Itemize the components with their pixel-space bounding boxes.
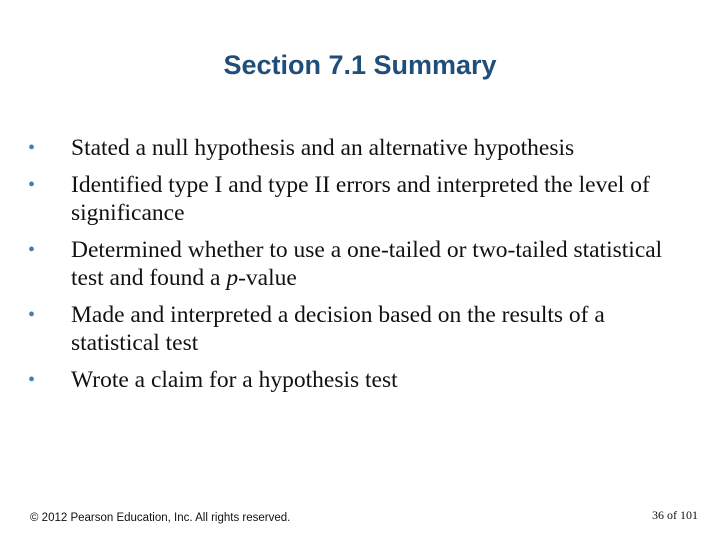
- bullet-item: [28, 366, 688, 394]
- bullet-icon: •: [28, 304, 36, 326]
- bullet-icon: •: [28, 174, 36, 196]
- slide-title: Section 7.1 Summary: [223, 50, 497, 80]
- bullet-text: Made and interpreted a decision based on the results of a statistical test: [71, 302, 605, 356]
- copyright-notice: © 2012 Pearson Education, Inc. All rights reserved.: [30, 512, 291, 524]
- bullet-icon: •: [28, 369, 36, 391]
- bullet-item: [28, 236, 688, 292]
- bullet-item: [28, 171, 688, 227]
- bullet-text: [71, 237, 662, 291]
- page-number: 36 of 101: [652, 508, 698, 522]
- p-variable: p: [226, 265, 239, 291]
- bullet-icon: •: [28, 239, 36, 261]
- bullet-text-part: Determined whether to use a one-tailed or two-tailed statistical test and found a: [71, 237, 663, 291]
- bullet-item: [28, 134, 688, 162]
- bullet-text-part: -value: [238, 265, 297, 291]
- bullet-text: Wrote a claim for a hypothesis test: [71, 367, 398, 393]
- bullet-text: Identified type I and type II errors and interpreted the level of significance: [71, 172, 650, 226]
- bullet-text: Stated a null hypothesis and an alternative hypothesis: [71, 135, 575, 161]
- bullet-icon: •: [28, 137, 36, 159]
- bullet-list: [28, 134, 688, 403]
- bullet-item: [28, 301, 688, 357]
